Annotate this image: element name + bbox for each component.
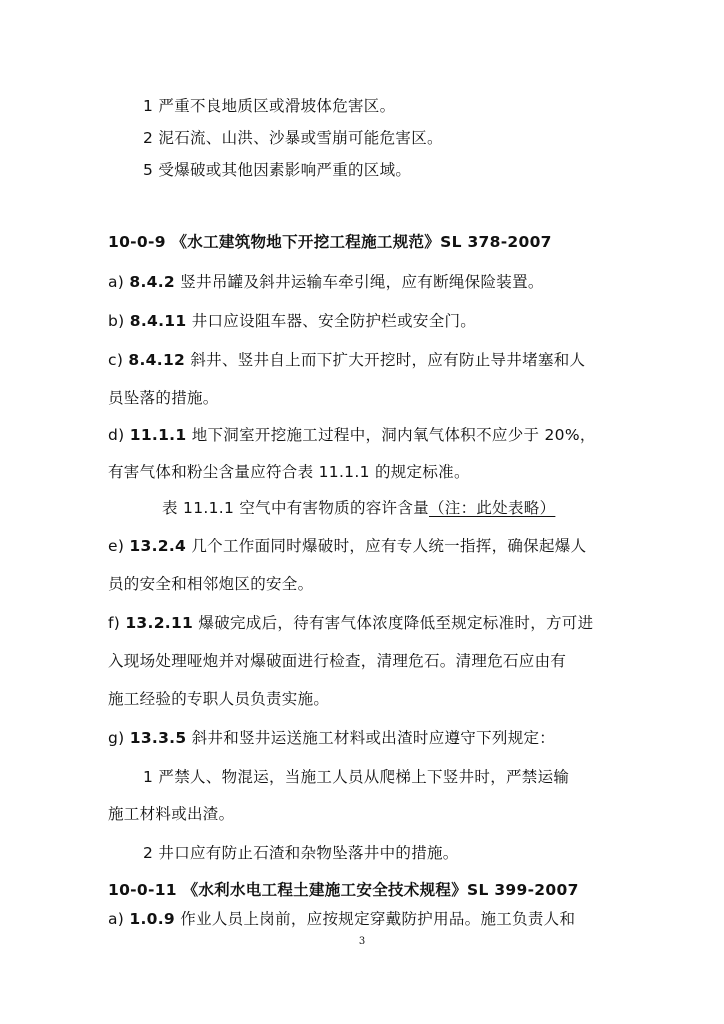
clause-label: a)	[108, 273, 125, 291]
clause-text: 几个工作面同时爆破时，应有专人统一指挥，确保起爆人	[191, 537, 587, 555]
section-heading-10-0-9: 10-0-9 《水工建筑物地下开挖工程施工规范》SL 378-2007	[108, 233, 552, 251]
list-item-1: 1 严重不良地质区或滑坡体危害区。	[143, 97, 396, 115]
clause-number: 8.4.12	[128, 351, 186, 369]
clause-d	[108, 425, 596, 445]
table-caption-main: 表 11.1.1 空气中有害物质的容许含量	[162, 499, 429, 517]
clause-number: 13.2.11	[125, 614, 194, 632]
clause-c	[108, 350, 585, 370]
clause-c-continuation: 员坠落的措施。	[108, 389, 219, 407]
clause-text: 井口应设阻车器、安全防护栏或安全门。	[191, 312, 477, 330]
clause-number: 11.1.1	[129, 426, 187, 444]
clause-text: 爆破完成后，待有害气体浓度降低至规定标准时，方可进	[198, 614, 594, 632]
clause-text: 地下洞室开挖施工过程中，洞内氧气体积不应少于 20%，	[191, 426, 596, 444]
clause-f-continuation-1: 入现场处理哑炮并对爆破面进行检查，清理危石。清理危石应由有	[108, 652, 567, 670]
clause-g-item-1: 1 严禁人、物混运，当施工人员从爬梯上下竖井时，严禁运输	[143, 768, 570, 786]
clause-d-continuation: 有害气体和粉尘含量应符合表 11.1.1 的规定标准。	[108, 463, 470, 481]
clause-g	[108, 728, 555, 748]
clause-f-continuation-2: 施工经验的专职人员负责实施。	[108, 690, 330, 708]
clause-number: 1.0.9	[129, 910, 176, 928]
clause-e-continuation: 员的安全和相邻炮区的安全。	[108, 575, 314, 593]
clause-a	[108, 272, 544, 292]
clause-g-item-1-continuation: 施工材料或出渣。	[108, 805, 235, 823]
list-item-2: 2 泥石流、山洪、沙暴或雪崩可能危害区。	[143, 129, 443, 147]
list-item-5: 5 受爆破或其他因素影响严重的区域。	[143, 161, 412, 179]
page-number: 3	[358, 936, 366, 947]
clause-label: b)	[108, 312, 125, 330]
clause-label: d)	[108, 426, 125, 444]
clause-e	[108, 536, 586, 556]
clause-text: 竖井吊罐及斜井运输车牵引绳，应有断绳保险装置。	[180, 273, 544, 291]
clause-label: g)	[108, 729, 125, 747]
clause-a-section2	[108, 909, 575, 929]
clause-number: 8.4.11	[129, 312, 187, 330]
clause-text: 斜井、竖井自上而下扩大开挖时，应有防止导井堵塞和人	[190, 351, 586, 369]
clause-f	[108, 613, 593, 633]
clause-label: a)	[108, 910, 125, 928]
clause-number: 13.2.4	[129, 537, 187, 555]
section-heading-10-0-11: 10-0-11 《水利水电工程土建施工安全技术规程》SL 399-2007	[108, 881, 579, 899]
clause-label: e)	[108, 537, 125, 555]
clause-b	[108, 311, 476, 331]
clause-text: 作业人员上岗前，应按规定穿戴防护用品。施工负责人和	[180, 910, 576, 928]
clause-text: 斜井和竖井运送施工材料或出渣时应遵守下列规定：	[191, 729, 556, 747]
table-caption-note: （注：此处表略）	[428, 499, 556, 517]
table-caption	[162, 498, 555, 518]
clause-label: c)	[108, 351, 124, 369]
clause-label: f)	[108, 614, 121, 632]
clause-number: 13.3.5	[129, 729, 187, 747]
clause-number: 8.4.2	[129, 273, 176, 291]
clause-g-item-2: 2 井口应有防止石渣和杂物坠落井中的措施。	[143, 844, 459, 862]
